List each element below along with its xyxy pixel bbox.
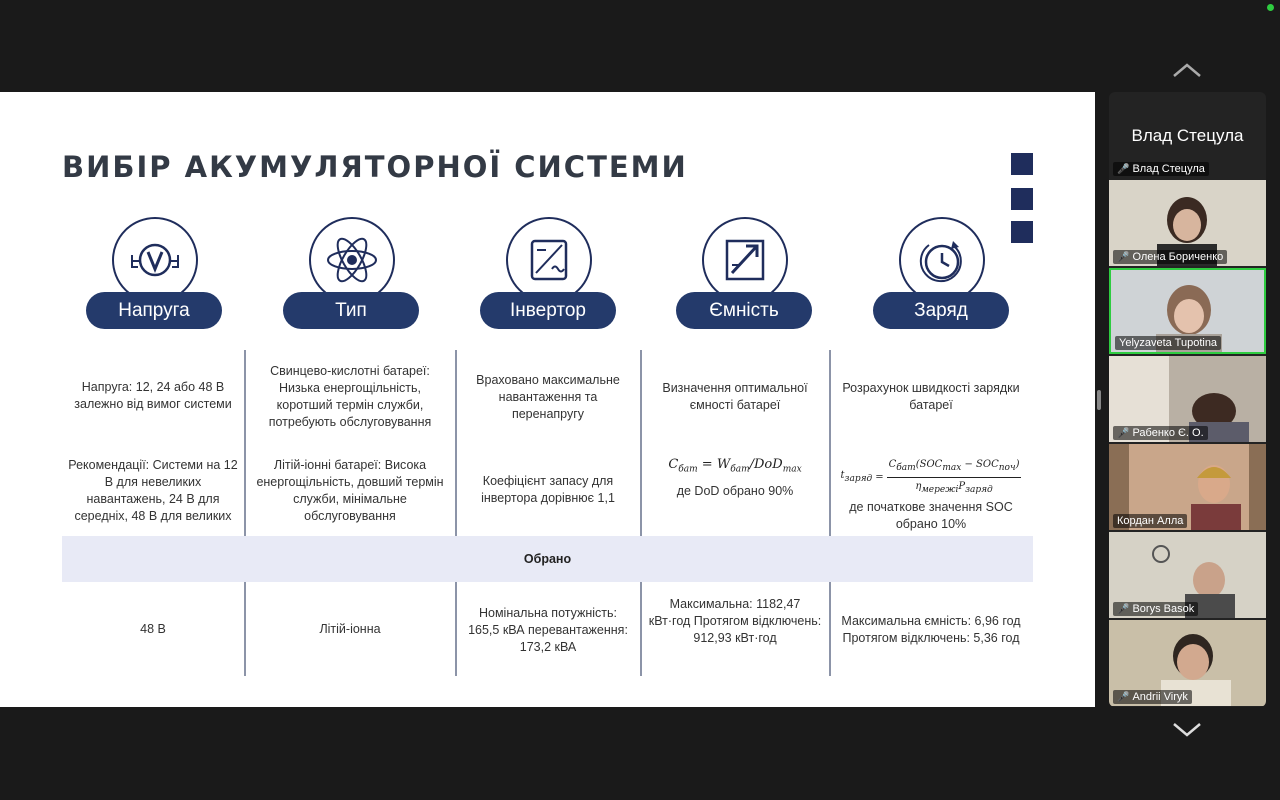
- chosen-charge: Максимальна ємність: 6,96 год Протягом відключень: 5,36 год: [841, 614, 1021, 645]
- chosen-type: Літій-іонна: [319, 622, 381, 636]
- participant-tile[interactable]: [1109, 532, 1266, 618]
- cell-inverter-coef: Коефіцієнт запасу для інвертора дорівнює 1,1: [481, 474, 615, 505]
- participant-label: 🎤 Borys Basok: [1113, 602, 1198, 616]
- cell-charge-formula: [836, 456, 1026, 533]
- participant-tile[interactable]: [1109, 444, 1266, 530]
- category-inverter: [480, 217, 620, 329]
- cell-type-desc: Свинцево-кислотні батареї: Низька енергощільність, коротший термін служби, потребують обслуговування: [268, 364, 432, 429]
- cell-capacity-desc: Визначення оптимальної ємності батареї: [662, 381, 808, 412]
- category-charge: [873, 217, 1013, 329]
- cell-type-lithium: Літій-іонні батареї: Висока енергощільність, довший термін служби, мінімальне обслуговування: [256, 458, 444, 523]
- panel-resize-handle[interactable]: [1097, 390, 1101, 410]
- capacity-formula: $C_{бат} = W_{бат}/DoD_{max}$: [668, 457, 802, 475]
- category-capacity: [676, 217, 816, 329]
- scroll-up-icon[interactable]: [1172, 62, 1202, 78]
- participant-label: Кордан Алла: [1113, 514, 1187, 528]
- decor-square: [1011, 188, 1033, 210]
- participant-tile-active[interactable]: [1109, 268, 1266, 354]
- mic-muted-icon: 🎤: [1117, 691, 1130, 703]
- participant-tile[interactable]: [1109, 356, 1266, 442]
- column-divider: [244, 350, 246, 676]
- category-label: Інвертор: [480, 292, 616, 329]
- mic-muted-icon: 🎤: [1117, 163, 1130, 175]
- active-speaker-name: Влад Стецула: [1131, 126, 1244, 145]
- mic-muted-icon: 🎤: [1117, 427, 1130, 439]
- charge-note: де початкове значення SOC обрано 10%: [849, 500, 1013, 531]
- participant-tile[interactable]: [1109, 620, 1266, 706]
- participant-label: 🎤 Влад Стецула: [1113, 162, 1209, 176]
- participant-label: Yelyzaveta Tupotina: [1115, 336, 1221, 350]
- chosen-capacity: Максимальна: 1182,47 кВт·год Протягом відключень: 912,93 кВт·год: [648, 597, 822, 645]
- charge-timer-icon: [899, 217, 985, 303]
- category-voltage: [86, 217, 226, 329]
- category-label: Заряд: [873, 292, 1009, 329]
- cell-inverter-desc: Враховано максимальне навантаження та перенапругу: [476, 373, 620, 421]
- column-divider: [829, 350, 831, 676]
- chosen-header: Обрано: [62, 536, 1033, 582]
- mic-muted-icon: 🎤: [1117, 251, 1130, 263]
- cell-capacity-formula: [648, 456, 822, 500]
- column-divider: [455, 350, 457, 676]
- slide-title: ВИБІР АКУМУЛЯТОРНОЇ СИСТЕМИ: [62, 150, 688, 184]
- capacity-note: де DoD обрано 90%: [676, 483, 794, 498]
- cell-voltage-recommendation: Рекомендації: Системи на 12 В для невеликих навантажень, 24 В для середніх, 48 В для великих: [68, 458, 238, 523]
- shared-slide: [0, 92, 1095, 707]
- column-divider: [640, 350, 642, 676]
- cell-charge-desc: Розрахунок швидкості зарядки батареї: [842, 381, 1020, 412]
- decor-square: [1011, 221, 1033, 243]
- participant-label: 🎤 Рабенко Є. О.: [1113, 426, 1208, 440]
- participant-label: 🎤 Олена Бориченко: [1113, 250, 1227, 264]
- category-label: Напруга: [86, 292, 222, 329]
- charge-formula: $t_{заряд}$ = $C_{бат}(SOC_{max} - SOC_{поч})$ $\eta_{мережі}P_{заряд}$: [836, 456, 1026, 499]
- decor-square: [1011, 153, 1033, 175]
- participant-tile[interactable]: [1109, 180, 1266, 266]
- cell-voltage-desc: Напруга: 12, 24 або 48 В залежно від вимог системи: [74, 380, 232, 411]
- voltage-icon: [112, 217, 198, 303]
- inverter-icon: [506, 217, 592, 303]
- participant-label: 🎤 Andrii Viryk: [1113, 690, 1192, 704]
- chosen-voltage: 48 В: [140, 622, 166, 636]
- scroll-down-icon[interactable]: [1172, 722, 1202, 738]
- participants-panel: [1109, 92, 1266, 707]
- recording-indicator: [1267, 4, 1274, 11]
- category-type: [283, 217, 423, 329]
- chosen-inverter: Номінальна потужність: 165,5 кВА перевантаження: 173,2 кВА: [468, 606, 628, 654]
- mic-muted-icon: 🎤: [1117, 603, 1130, 615]
- category-label: Ємність: [676, 292, 812, 329]
- category-label: Тип: [283, 292, 419, 329]
- atom-icon: [309, 217, 395, 303]
- capacity-chart-icon: [702, 217, 788, 303]
